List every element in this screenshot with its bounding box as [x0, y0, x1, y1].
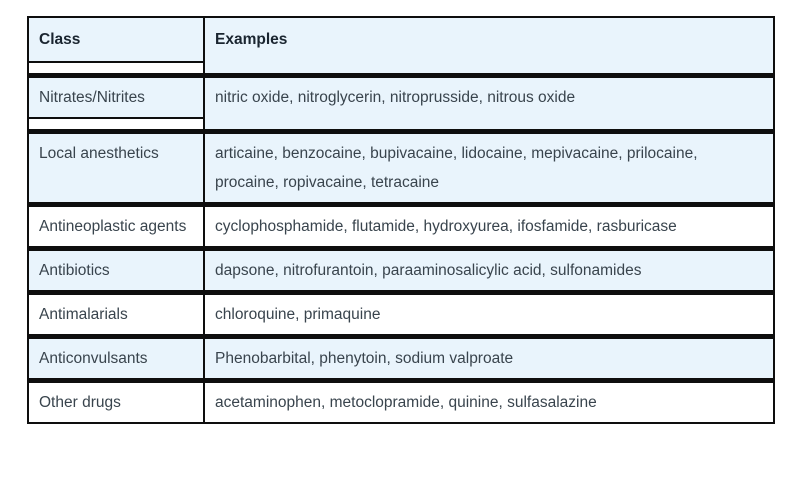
examples-cell: chloroquine, primaquine [204, 293, 774, 337]
table-row [28, 337, 774, 381]
examples-cell: articaine, benzocaine, bupivacaine, lidocaine, mepivacaine, prilocaine, procaine, ropivacaine, tetracaine [204, 132, 774, 205]
examples-cell: cyclophosphamide, flutamide, hydroxyurea, ifosfamide, rasburicase [204, 205, 774, 249]
examples-column-header: Examples [204, 17, 774, 76]
examples-cell: acetaminophen, metoclopramide, quinine, sulfasalazine [204, 381, 774, 424]
drug-class-table [27, 16, 775, 424]
class-cell: Nitrates/Nitrites [28, 76, 204, 119]
table-header-row [28, 17, 774, 62]
class-cell: Antimalarials [28, 293, 204, 337]
drug-class-table-container [27, 16, 775, 424]
class-cell: Other drugs [28, 381, 204, 424]
spacer-cell [28, 62, 204, 76]
table-row [28, 293, 774, 337]
class-cell: Anticonvulsants [28, 337, 204, 381]
class-cell: Local anesthetics [28, 132, 204, 205]
table-row [28, 76, 774, 119]
class-cell: Antineoplastic agents [28, 205, 204, 249]
examples-cell: dapsone, nitrofurantoin, paraaminosalicylic acid, sulfonamides [204, 249, 774, 293]
table-row [28, 249, 774, 293]
examples-cell: Phenobarbital, phenytoin, sodium valproate [204, 337, 774, 381]
spacer-cell [28, 118, 204, 132]
table-row [28, 381, 774, 424]
table-row [28, 132, 774, 205]
class-column-header: Class [28, 17, 204, 62]
table-row [28, 205, 774, 249]
class-cell: Antibiotics [28, 249, 204, 293]
examples-cell: nitric oxide, nitroglycerin, nitroprusside, nitrous oxide [204, 76, 774, 132]
